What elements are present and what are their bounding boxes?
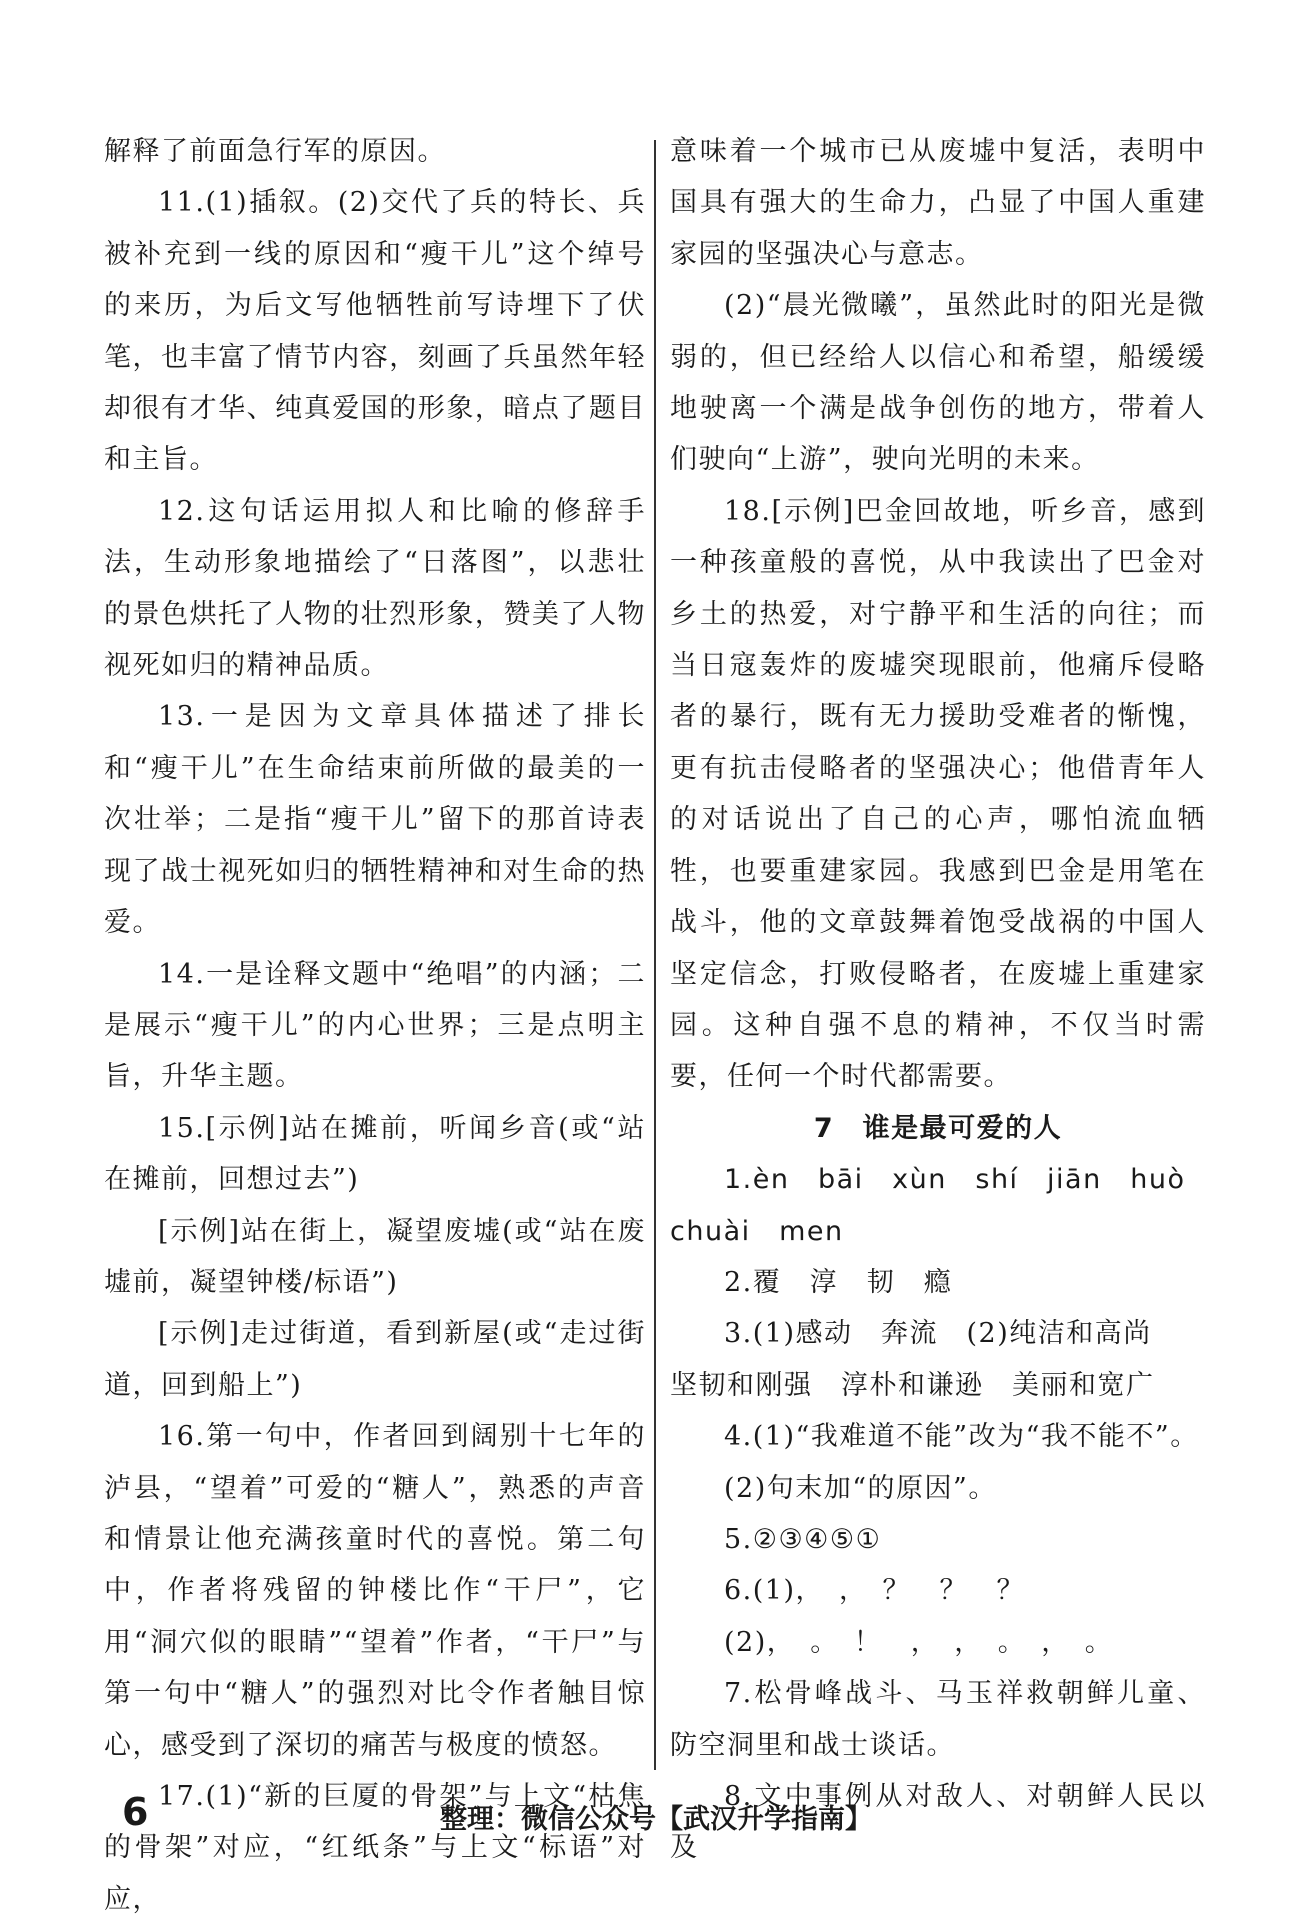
left-column	[104, 126, 646, 1925]
answer-paragraph: 15.[示例]站在摊前，听闻乡音(或“站在摊前，回想过去”)	[104, 1112, 646, 1196]
answer-paragraph: 8.文中事例从对敌人、对朝鲜人民以及	[670, 1781, 1206, 1864]
page-number: 6	[122, 1790, 149, 1834]
answer-paragraph: 坚韧和刚强 淳朴和谦逊 美丽和宽广	[670, 1369, 1155, 1401]
answer-paragraph: 12.这句话运用拟人和比喻的修辞手法，生动形象地描绘了“日落图”，以悲壮的景色烘托了人物的壮烈形象，赞美了人物视死如归的精神品质。	[104, 495, 646, 682]
column-divider	[654, 140, 656, 1770]
answer-paragraph: (2)“晨光微曦”，虽然此时的阳光是微弱的，但已经给人以信心和希望，船缓缓地驶离一个满是战争创伤的地方，带着人们驶向“上游”，驶向光明的未来。	[670, 290, 1206, 476]
answer-paragraph: 7.松骨峰战斗、马玉祥救朝鲜儿童、防空洞里和战士谈话。	[670, 1678, 1206, 1761]
footer-credit: 整理：微信公众号【武汉升学指南】	[440, 1804, 872, 1835]
answer-paragraph: 解释了前面急行军的原因。	[104, 136, 446, 167]
answer-paragraph: 2.覆 淳 韧 瘾	[724, 1266, 953, 1298]
answer-paragraph: 18.[示例]巴金回故地，听乡音，感到一种孩童般的喜悦，从中我读出了巴金对乡土的热爱，对宁静平和生活的向往；而当日寇轰炸的废墟突现眼前，他痛斥侵略者的暴行，既有无力援助受难者的惭愧，更有抗击侵略者的坚强决心；他借青年人的对话说出了自己的心声，哪怕流血牺牲，也要重建家园。我感到巴金是用笔在战斗，他的文章鼓舞着饱受战祸的中国人坚定信念，打败侵略者，在废墟上重建家园。这种自强不息的精神，不仅当时需要，任何一个时代都需要。	[670, 495, 1206, 1093]
answer-paragraph: 16.第一句中，作者回到阔别十七年的泸县，“望着”可爱的“糖人”，熟悉的声音和情景让他充满孩童时代的喜悦。第二句中，作者将残留的钟楼比作“干尸”，它用“洞穴似的眼睛”“望着”作者，“干尸”与第一句中“糖人”的强烈对比令作者触目惊心，感受到了深切的痛苦与极度的愤怒。	[104, 1421, 646, 1761]
answer-paragraph: [示例]走过街道，看到新屋(或“走过街道，回到船上”)	[104, 1318, 646, 1401]
answer-paragraph: 11.(1)插叙。(2)交代了兵的特长、兵被补充到一线的原因和“瘦干儿”这个绰号的来历，为后文写他牺牲前写诗埋下了伏笔，也丰富了情节内容，刻画了兵虽然年轻却很有才华、纯真爱国的形象，暗点了题目和主旨。	[104, 187, 646, 476]
pinyin-answer-continued: chuài men	[670, 1215, 844, 1247]
answer-paragraph: 13.一是因为文章具体描述了排长和“瘦干儿”在生命结束前所做的最美的一次壮举；二是指“瘦干儿”留下的那首诗表现了战士视死如归的牺牲精神和对生命的热爱。	[104, 701, 646, 939]
answer-paragraph: 3.(1)感动 奔流 (2)纯洁和高尚	[724, 1318, 1152, 1350]
answer-paragraph: 意味着一个城市已从废墟中复活，表明中国具有强大的生命力，凸显了中国人重建家园的坚强决心与意志。	[670, 136, 1206, 270]
answer-paragraph: 6.(1)， ， ？ ？ ？	[724, 1575, 1026, 1607]
answer-paragraph: 14.一是诠释文题中“绝唱”的内涵；二是展示“瘦干儿”的内心世界；三是点明主旨，升华主题。	[104, 958, 646, 1093]
pinyin-answer: 1.èn bāi xùn shí jiān huò	[724, 1164, 1186, 1196]
answer-paragraph: (2)句末加“的原因”。	[724, 1472, 997, 1504]
answer-paragraph: 4.(1)“我难道不能”改为“我不能不”。	[724, 1421, 1199, 1453]
section-heading: 7 谁是最可爱的人	[813, 1112, 1063, 1144]
answer-paragraph: 17.(1)“新的巨厦的骨架”与上文“枯焦的骨架”对应，“红纸条”与上文“标语”对应，	[104, 1781, 646, 1915]
answer-paragraph: [示例]站在街上，凝望废墟(或“站在废墟前，凝望钟楼/标语”)	[104, 1215, 646, 1298]
answer-paragraph: (2)， 。 ！ ， ， 。 ， 。	[724, 1626, 1114, 1658]
answer-paragraph: 5.②③④⑤①	[724, 1523, 882, 1555]
right-column	[670, 126, 1206, 1874]
